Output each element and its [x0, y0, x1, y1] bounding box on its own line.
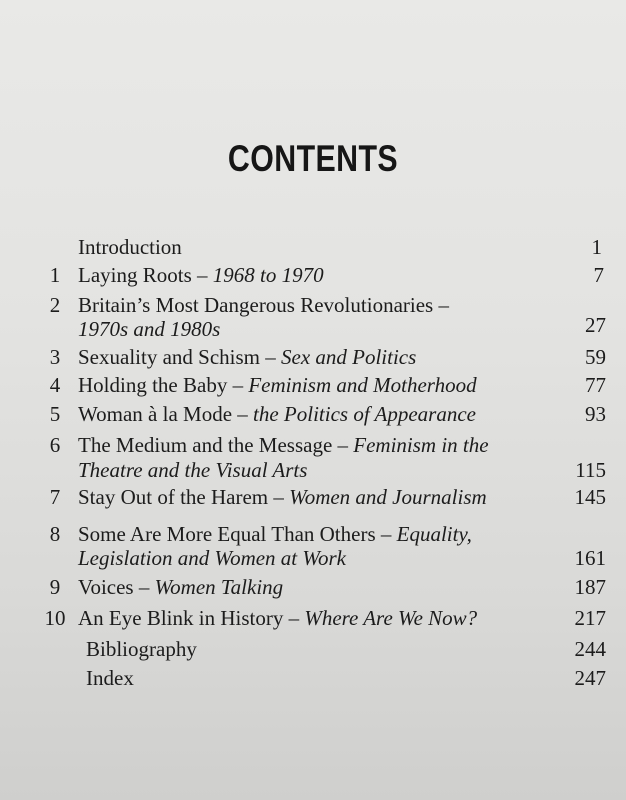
entry-subtitle: Where Are We Now?	[304, 606, 478, 630]
entry-number: 7	[49, 485, 61, 509]
entry-subtitle: 1970s and 1980s	[78, 317, 221, 341]
entry-subtitle: Women and Journalism	[289, 485, 487, 509]
toc-entry-5	[0, 399, 626, 429]
entry-subtitle: 1968 to 1970	[212, 263, 324, 287]
entry-number: 5	[49, 402, 61, 426]
entry-subtitle: Theatre and the Visual Arts	[78, 458, 308, 482]
entry-title: Voices –	[78, 575, 155, 599]
entry-title: Britain’s Most Dangerous Revolutionaries –	[78, 293, 449, 317]
entry-title: Index	[86, 666, 134, 690]
entry-title-line	[78, 260, 324, 290]
entry-number: 6	[49, 433, 61, 457]
entry-title: Woman à la Mode –	[78, 402, 254, 426]
entry-number: 3	[49, 345, 61, 369]
entry-page: 244	[574, 637, 606, 661]
entry-title-line	[78, 572, 283, 602]
entry-title: Sexuality and Schism –	[78, 345, 281, 369]
entry-page: 59	[585, 345, 606, 369]
entry-title-line	[78, 603, 477, 633]
entry-subtitle: Equality,	[396, 522, 472, 546]
entry-subtitle: Women Talking	[154, 575, 284, 599]
entry-page: 115	[575, 458, 606, 482]
entry-title: The Medium and the Message –	[78, 433, 354, 457]
entry-number: 2	[49, 293, 61, 317]
entry-page: 93	[585, 402, 606, 426]
entry-number: 1	[49, 263, 61, 287]
entry-title: Stay Out of the Harem –	[78, 485, 290, 509]
contents-heading: CONTENTS	[227, 138, 399, 179]
entry-page: 161	[574, 546, 606, 570]
entry-title: Some Are More Equal Than Others –	[78, 522, 397, 546]
entry-title: Holding the Baby –	[78, 373, 249, 397]
toc-entry-index	[0, 663, 626, 693]
entry-page: 217	[574, 606, 606, 630]
entry-title-line	[78, 370, 477, 400]
entry-title-line	[78, 342, 416, 372]
entry-title: Introduction	[78, 235, 182, 259]
entry-title: Bibliography	[86, 637, 197, 661]
toc-entry-3	[0, 342, 626, 372]
entry-number: 10	[44, 606, 66, 630]
entry-title-line	[78, 399, 476, 429]
entry-title: An Eye Blink in History –	[78, 606, 305, 630]
entry-page: 187	[574, 575, 606, 599]
toc-entry-8-continued	[0, 543, 626, 573]
toc-entry-2-continued	[0, 314, 626, 344]
entry-page: 77	[585, 373, 606, 397]
entry-subtitle: the Politics of Appearance	[253, 402, 476, 426]
toc-entry-bibliography	[0, 634, 626, 664]
toc-entry-7	[0, 482, 626, 512]
entry-page: 1	[591, 235, 602, 259]
entry-page: 7	[593, 263, 604, 287]
entry-subtitle: Feminism in the	[353, 433, 489, 457]
entry-subtitle: Sex and Politics	[281, 345, 417, 369]
entry-page: 247	[574, 666, 606, 690]
toc-entry-introduction	[0, 232, 626, 262]
toc-entry-9	[0, 572, 626, 602]
entry-page: 27	[585, 313, 606, 337]
entry-title: Laying Roots –	[78, 263, 213, 287]
toc-entry-1	[0, 260, 626, 290]
entry-number: 4	[49, 373, 61, 397]
entry-number: 9	[49, 575, 61, 599]
toc-entry-10	[0, 603, 626, 633]
toc-entry-4	[0, 370, 626, 400]
toc-entry-6-continued	[0, 455, 626, 485]
entry-title-line	[78, 482, 487, 512]
entry-page: 145	[574, 485, 606, 509]
entry-number: 8	[49, 522, 61, 546]
entry-subtitle: Feminism and Motherhood	[248, 373, 477, 397]
entry-subtitle: Legislation and Women at Work	[78, 546, 346, 570]
